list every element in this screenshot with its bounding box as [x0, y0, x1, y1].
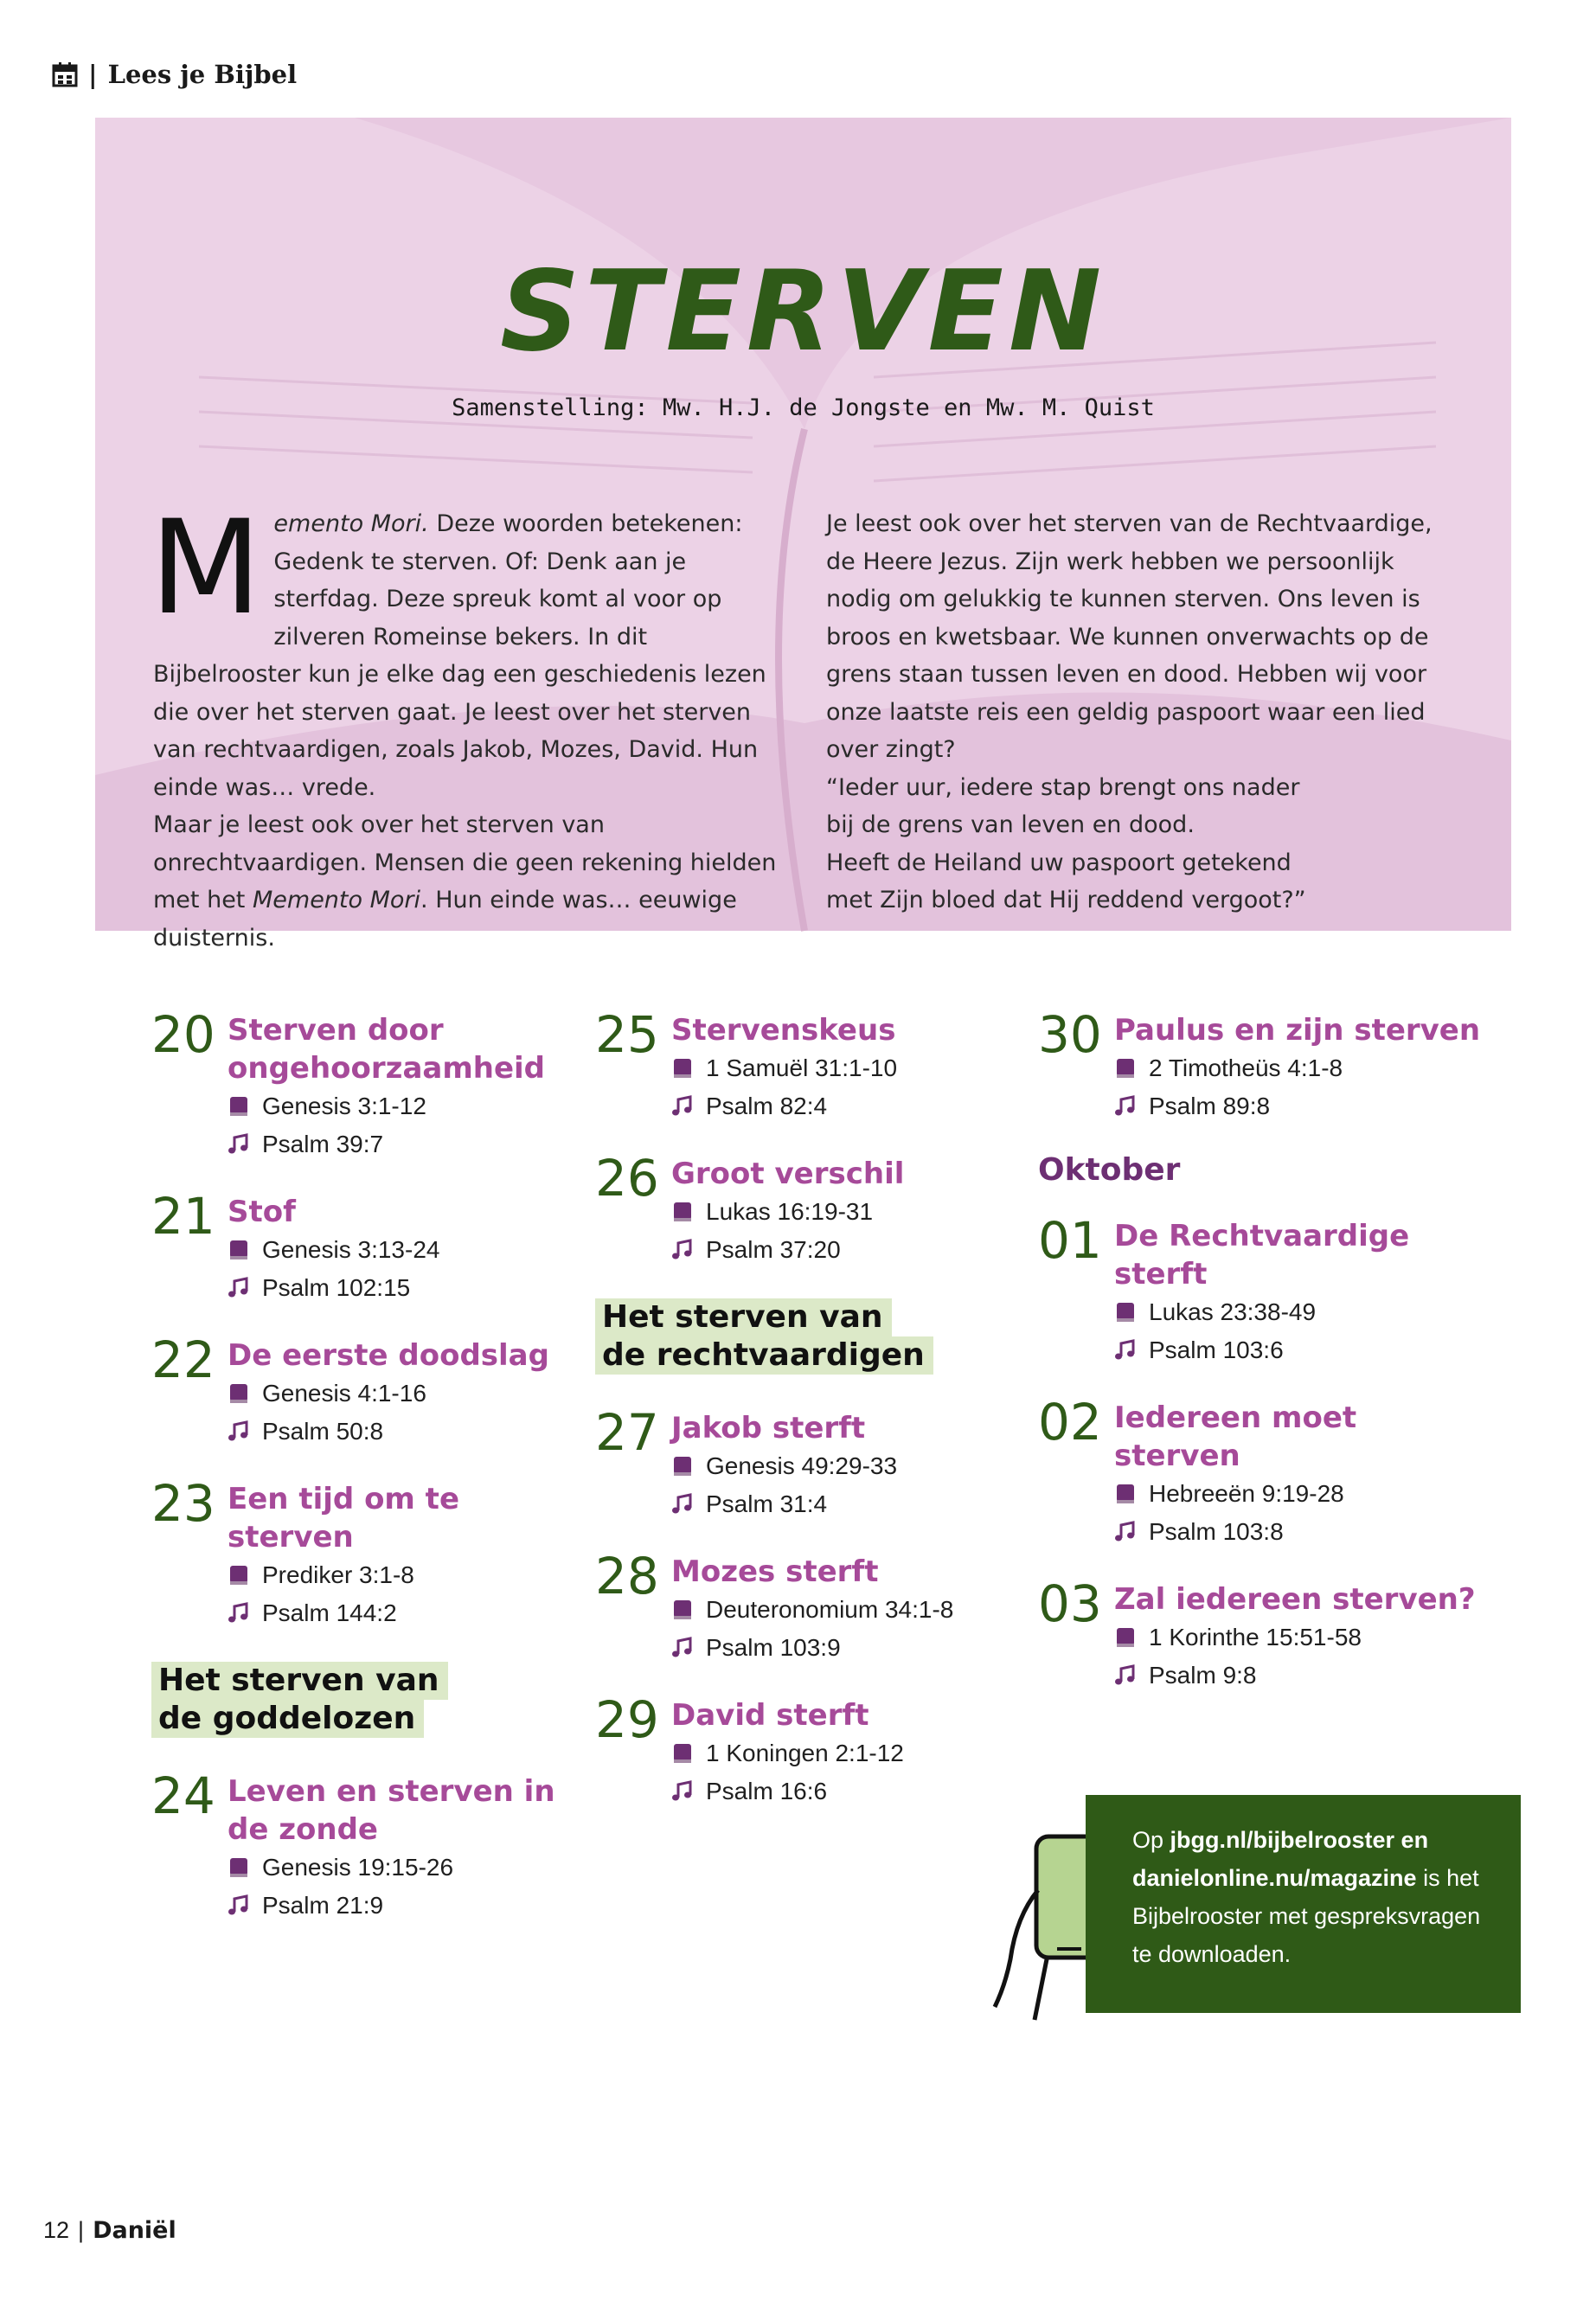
bible-reference: Genesis 3:13-24 — [228, 1231, 575, 1269]
article-credit: Samenstelling: Mw. H.J. de Jongste en Mw. M. Quist — [452, 394, 1155, 421]
song-line: “Ieder uur, iedere stap brengt ons nader — [826, 773, 1300, 801]
psalm-reference: Psalm 144:2 — [228, 1594, 575, 1632]
schedule-entry — [151, 1474, 575, 1632]
psalm-reference: Psalm 102:15 — [228, 1269, 575, 1307]
reading-title: De Rechtvaardige sterft — [1114, 1219, 1410, 1292]
schedule-entry — [151, 1005, 575, 1163]
reading-title: Iedereen moet sterven — [1114, 1400, 1357, 1473]
schedule-entry — [595, 1005, 1028, 1125]
reading-title: Stof — [228, 1195, 296, 1229]
reading-title: Sterven door ongehoorzaamheid — [228, 1013, 546, 1086]
book-icon — [671, 1741, 694, 1766]
book-icon — [1114, 1482, 1137, 1506]
reading-title: Jakob sterft — [671, 1411, 866, 1445]
music-note-icon — [1114, 1338, 1137, 1362]
article-hero — [95, 118, 1511, 952]
book-icon — [228, 1563, 250, 1587]
reading-title: De eerste doodslag — [228, 1338, 549, 1373]
music-note-icon — [1114, 1663, 1137, 1688]
promo-text: Op jbgg.nl/bijbelrooster en danielonline.nu/magazine is het Bijbelrooster met gespreksvragen te downloaden. — [1132, 1827, 1481, 1967]
schedule-entry — [1038, 1005, 1488, 1125]
reading-title: David sterft — [671, 1698, 869, 1733]
psalm-reference: Psalm 82:4 — [671, 1087, 1028, 1125]
music-note-icon — [228, 1420, 250, 1444]
drop-cap: M — [150, 493, 262, 644]
music-note-icon — [671, 1094, 694, 1118]
intro-left-column — [150, 493, 785, 957]
bible-reference: Hebreeën 9:19-28 — [1114, 1475, 1488, 1513]
book-icon — [671, 1200, 694, 1224]
page-footer: 12 | Daniël — [43, 2217, 176, 2244]
promo-link-magazine[interactable]: danielonline.nu/magazine — [1132, 1865, 1417, 1891]
schedule-entry — [595, 1403, 1028, 1523]
section-header — [52, 57, 297, 92]
song-line: bij de grens van leven en dood. — [826, 811, 1195, 838]
schedule-entry — [151, 1766, 575, 1925]
bible-reference: Genesis 49:29-33 — [671, 1447, 1028, 1485]
schedule-entry — [595, 1549, 1028, 1667]
day-number: 22 — [151, 1330, 215, 1389]
bible-reference: 1 Samuël 31:1-10 — [671, 1049, 1028, 1087]
bible-reference: Genesis 19:15-26 — [228, 1849, 575, 1887]
section-title: Lees je Bijbel — [107, 60, 298, 89]
intro-right-column — [826, 505, 1449, 920]
psalm-reference: Psalm 37:20 — [671, 1231, 1028, 1269]
month-heading: Oktober — [1038, 1152, 1181, 1188]
bible-reference: Deuteronomium 34:1-8 — [671, 1591, 1028, 1629]
bible-reference: 2 Timotheüs 4:1-8 — [1114, 1049, 1488, 1087]
book-icon — [1114, 1056, 1137, 1080]
intro-paragraph: Je leest ook over het sterven van de Rechtvaardige, de Heere Jezus. Zijn werk hebben we persoonlijk nodig om gelukkig te kunnen sterven. Ons leven is broos en kwetsbaar. We kunnen onverwachts op de grens staan tussen leven en dood. Hebben wij voor onze laatste reis een geldig paspoort waar een lied over zingt? — [826, 510, 1433, 763]
day-number: 01 — [1038, 1211, 1102, 1270]
music-note-icon — [228, 1132, 250, 1157]
psalm-reference: Psalm 16:6 — [671, 1772, 1028, 1811]
song-line: Heeft de Heiland uw paspoort getekend — [826, 849, 1292, 876]
music-note-icon — [671, 1779, 694, 1804]
book-icon — [671, 1454, 694, 1478]
song-line: met Zijn bloed dat Hij reddend vergoot?” — [826, 887, 1306, 913]
book-icon — [228, 1094, 250, 1118]
book-icon — [671, 1598, 694, 1622]
bible-reference: Genesis 4:1-16 — [228, 1375, 575, 1413]
book-icon — [671, 1056, 694, 1080]
intro-paragraph: emento Mori. Deze woorden betekenen: Gedenk te sterven. Of: Denk aan je sterfdag. Deze spreuk komt al voor op zilveren Romeinse bekers. In dit Bijbelrooster kun je elke dag een geschiedenis lezen die over het sterven gaat. Je leest over het sterven van rechtvaardigen, zoals Jakob, Mozes, David. Hun einde was… vrede. — [153, 510, 766, 801]
schedule-column-1 — [151, 1005, 575, 1951]
bible-reference: 1 Korinthe 15:51-58 — [1114, 1618, 1488, 1657]
promo-link-bijbelrooster[interactable]: jbgg.nl/bijbelrooster — [1170, 1827, 1395, 1853]
day-number: 27 — [595, 1403, 659, 1462]
music-note-icon — [228, 1894, 250, 1918]
section-heading: Het sterven van de goddelozen — [151, 1662, 448, 1738]
download-promo-box — [1086, 1795, 1521, 2013]
psalm-reference: Psalm 39:7 — [228, 1125, 575, 1163]
music-note-icon — [1114, 1094, 1137, 1118]
header-divider: | — [88, 60, 98, 89]
schedule-entry — [595, 1690, 1028, 1811]
bible-reference: Genesis 3:1-12 — [228, 1087, 575, 1125]
magazine-name: Daniël — [93, 2217, 176, 2244]
music-note-icon — [671, 1636, 694, 1660]
bible-reference: Lukas 16:19-31 — [671, 1193, 1028, 1231]
schedule-column-3 — [1038, 1005, 1488, 1721]
schedule-entry — [151, 1330, 575, 1451]
schedule-entry — [1038, 1211, 1488, 1369]
psalm-reference: Psalm 31:4 — [671, 1485, 1028, 1523]
psalm-reference: Psalm 103:9 — [671, 1629, 1028, 1667]
psalm-reference: Psalm 9:8 — [1114, 1657, 1488, 1695]
book-icon — [228, 1856, 250, 1880]
day-number: 03 — [1038, 1574, 1102, 1633]
day-number: 30 — [1038, 1005, 1102, 1064]
schedule-column-2 — [595, 1005, 1028, 1836]
music-note-icon — [671, 1492, 694, 1516]
day-number: 02 — [1038, 1393, 1102, 1452]
reading-title: Paulus en zijn sterven — [1114, 1013, 1481, 1048]
reading-title: Mozes sterft — [671, 1554, 879, 1589]
section-heading: Het sterven van de rechtvaardigen — [595, 1298, 933, 1375]
book-icon — [228, 1381, 250, 1406]
day-number: 26 — [595, 1149, 659, 1208]
day-number: 25 — [595, 1005, 659, 1064]
bible-reference: Lukas 23:38-49 — [1114, 1293, 1488, 1331]
psalm-reference: Psalm 103:8 — [1114, 1513, 1488, 1551]
day-number: 23 — [151, 1474, 215, 1533]
calendar-icon — [52, 61, 78, 87]
psalm-reference: Psalm 50:8 — [228, 1413, 575, 1451]
day-number: 20 — [151, 1005, 215, 1064]
day-number: 21 — [151, 1187, 215, 1246]
psalm-reference: Psalm 21:9 — [228, 1887, 575, 1925]
schedule-entry — [1038, 1574, 1488, 1695]
music-note-icon — [228, 1276, 250, 1300]
book-icon — [1114, 1625, 1137, 1650]
book-icon — [228, 1238, 250, 1262]
schedule-entry — [151, 1189, 575, 1307]
music-note-icon — [1114, 1520, 1137, 1544]
reading-title: Leven en sterven in de zonde — [228, 1774, 555, 1847]
day-number: 28 — [595, 1547, 659, 1606]
bible-reference: Prediker 3:1-8 — [228, 1556, 575, 1594]
reading-title: Zal iedereen sterven? — [1114, 1582, 1476, 1617]
music-note-icon — [671, 1238, 694, 1262]
psalm-reference: Psalm 103:6 — [1114, 1331, 1488, 1369]
day-number: 24 — [151, 1766, 215, 1825]
reading-title: Een tijd om te sterven — [228, 1482, 459, 1554]
music-note-icon — [228, 1601, 250, 1625]
day-number: 29 — [595, 1690, 659, 1749]
schedule-entry — [1038, 1395, 1488, 1551]
page-number: 12 — [43, 2217, 70, 2243]
book-icon — [1114, 1300, 1137, 1324]
psalm-reference: Psalm 89:8 — [1114, 1087, 1488, 1125]
bible-reference: 1 Koningen 2:1-12 — [671, 1734, 1028, 1772]
article-title: STERVEN — [499, 247, 1107, 376]
schedule-entry — [595, 1151, 1028, 1269]
reading-title: Stervenskeus — [671, 1013, 896, 1048]
intro-paragraph: Maar je leest ook over het sterven van onrechtvaardigen. Mensen die geen rekening hielden met het Memento Mori. Hun einde was… eeuwige duisternis. — [153, 811, 777, 952]
reading-title: Groot verschil — [671, 1157, 905, 1191]
